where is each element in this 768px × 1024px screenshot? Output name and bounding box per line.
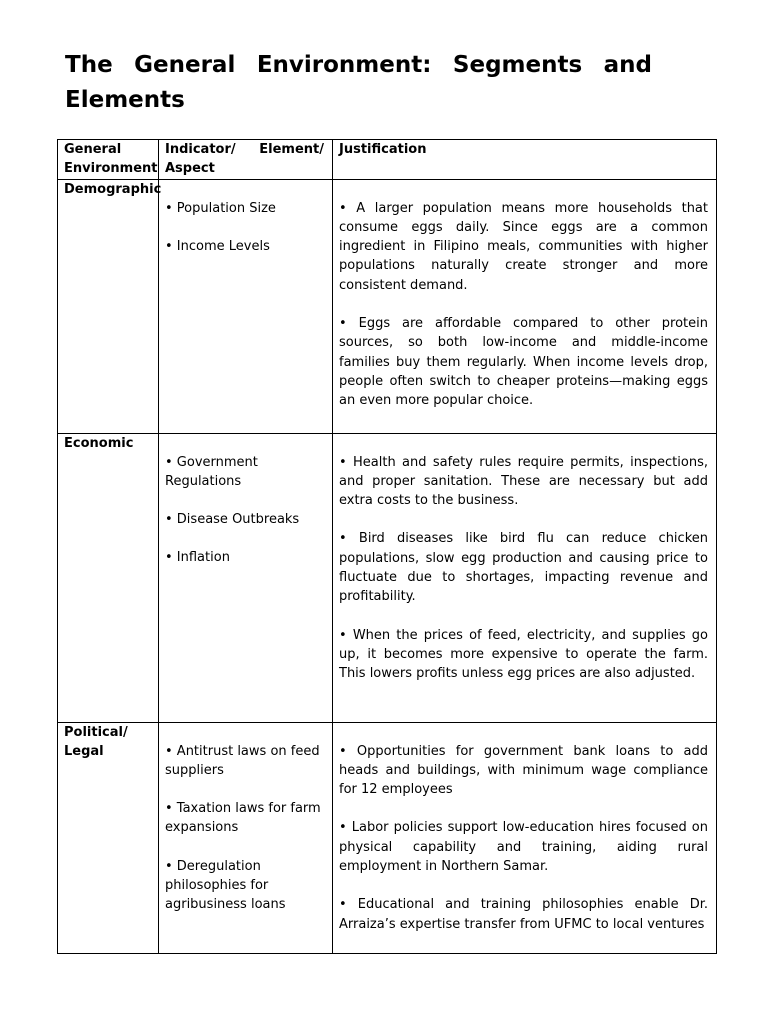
indicator-item: • Inflation — [165, 550, 230, 566]
header-justification: Justification — [333, 140, 717, 180]
indicator-item: • Deregulation philosophies for agribusiness loans — [165, 858, 286, 913]
header-indicator — [159, 140, 333, 180]
indicator-item: • Taxation laws for farm expansions — [165, 801, 321, 836]
title-word: Environment: — [256, 52, 432, 78]
segment-demographic: Demographic — [58, 179, 159, 433]
page-title — [65, 48, 652, 118]
title-word: General — [134, 52, 236, 78]
indicator-item: • Antitrust laws on feed suppliers — [165, 743, 320, 778]
segment-political-legal: Political/ Legal — [58, 722, 159, 953]
header-indicator-part: Indicator/ — [165, 142, 236, 157]
justification-item: • When the prices of feed, electricity, and supplies go up, it becomes more expensive to operate the farm. This lowers profits unless egg prices are also adjusted. — [339, 627, 708, 682]
table-row-political-legal — [58, 722, 717, 953]
justification-item: • Bird diseases like bird flu can reduce chicken populations, slow egg production and causing price to fluctuate due to shortages, impacting revenue and profitability. — [339, 531, 708, 605]
title-line-1 — [65, 48, 652, 83]
justification-cell — [333, 179, 717, 433]
justification-item: • Opportunities for government bank loans to add heads and buildings, with minimum wage compliance for 12 employees — [339, 743, 708, 798]
justification-item: • A larger population means more households that consume eggs daily. Since eggs are a common ingredient in Filipino meals, communities with higher populations naturally create stronger and more consistent demand. — [339, 200, 708, 293]
header-element-part: Element/ — [259, 142, 324, 157]
title-word: Segments — [452, 52, 583, 78]
title-line-2: Elements — [65, 87, 185, 113]
table-header-row — [58, 140, 717, 180]
justification-item: • Labor policies support low-education hires focused on physical capability and training, aiding rural employment in Northern Samar. — [339, 820, 708, 875]
table-row-economic — [58, 433, 717, 722]
table-row-demographic — [58, 179, 717, 433]
justification-item: • Educational and training philosophies enable Dr. Arraiza’s expertise transfer from UFMC to local ventures — [339, 897, 708, 932]
indicator-item: • Government Regulations — [165, 454, 258, 489]
segment-economic: Economic — [58, 433, 159, 722]
header-general-environment: General Environment — [58, 140, 159, 180]
indicator-item: • Income Levels — [165, 238, 270, 254]
title-word: The — [65, 52, 113, 78]
title-word: and — [603, 52, 652, 78]
justification-cell — [333, 722, 717, 953]
indicator-cell — [159, 179, 333, 433]
indicator-item: • Disease Outbreaks — [165, 512, 300, 528]
environment-table — [57, 139, 717, 954]
indicator-item: • Population Size — [165, 200, 276, 216]
indicator-cell — [159, 433, 333, 722]
header-aspect-part: Aspect — [165, 161, 215, 177]
justification-item: • Health and safety rules require permits, inspections, and proper sanitation. These are necessary but add extra costs to the business. — [339, 454, 708, 509]
justification-cell — [333, 433, 717, 722]
indicator-cell — [159, 722, 333, 953]
justification-item: • Eggs are affordable compared to other protein sources, so both low-income and middle-income families buy them regularly. When income levels drop, people often switch to cheaper proteins—making eggs an even more popular choice. — [339, 316, 708, 409]
